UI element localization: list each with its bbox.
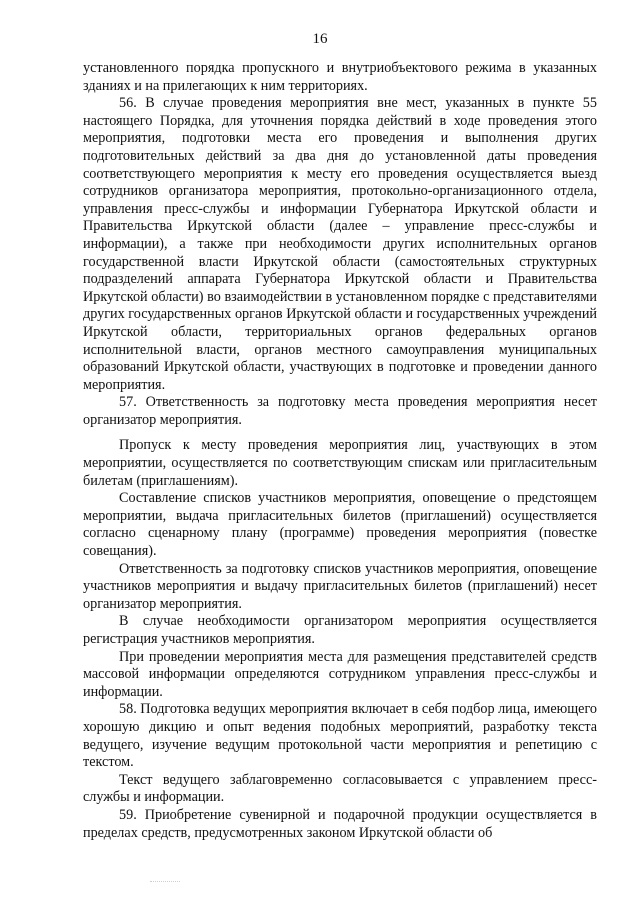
paragraph-59: 59. Приобретение сувенирной и подарочной продукции осуществляется в пределах средств, предусмотренных законом Иркутской области об <box>83 806 597 841</box>
paragraph-57: 57. Ответственность за подготовку места проведения мероприятия несет организатор мероприятия. <box>83 394 597 428</box>
paragraph-participant-lists: Составление списков участников мероприятия, оповещение о предстоящем мероприятии, выдача пригласительных билетов (приглашений) осуществляется согласно сценарному плану (программе) проведения мероприятия (повестке совещания). <box>83 490 597 560</box>
paragraph-58: 58. Подготовка ведущих мероприятия включает в себя подбор лица, имеющего хорошую дикцию и опыт ведения подобных мероприятий, разработку текста ведущего, изучение ведущим протокольной части мероприятия и репетицию с текстом. <box>83 701 597 771</box>
paragraph-host-text: Текст ведущего заблаговременно согласовывается с управлением пресс-службы и информации. <box>83 771 597 806</box>
paragraph-pass-access: Пропуск к месту проведения мероприятия лиц, участвующих в этом мероприятии, осуществляется по соответствующим спискам или пригласительным билетам (приглашениям). <box>83 437 597 489</box>
paragraph-registration: В случае необходимости организатором мероприятия осуществляется регистрация участников мероприятия. <box>83 613 597 647</box>
paragraph-media-places: При проведении мероприятия места для размещения представителей средств массовой информации определяются сотрудником управления пресс-службы и информации. <box>83 648 597 700</box>
paragraph-continuation: установленного порядка пропускного и внутриобъектового режима в указанных зданиях и на прилегающих к ним территориях. <box>83 60 597 94</box>
page-number: 16 <box>312 31 328 47</box>
document-body <box>83 60 597 842</box>
scan-artifact <box>150 881 180 886</box>
paragraph-lists-responsibility: Ответственность за подготовку списков участников мероприятия, оповещение участников мероприятия и выдачу пригласительных билетов (приглашений) несет организатор мероприятия. <box>83 560 597 612</box>
paragraph-56: 56. В случае проведения мероприятия вне мест, указанных в пункте 55 настоящего Порядка, для уточнения порядка действий в ходе проведения этого мероприятия, подготовки места его проведения и выполнения других подготовительных действий за два дня до установленной даты проведения соответствующего мероприятия к месту его проведения осуществляется выезд сотрудников организатора мероприятия, протокольно-организационного отдела, управления пресс-службы и информации Губернатора Иркутской области и Правительства Иркутской области (далее – управление пресс-службы и информации), а также при необходимости других исполнительных органов государственной власти Иркутской области (самостоятельных структурных подразделений аппарата Губернатора Иркутской области и Правительства Иркутской области) во взаимодействии в установленном порядке с представителями других государственных органов Иркутской области и государственных учреждений Иркутской области, территориальных органов федеральных органов исполнительной власти, органов местного самоуправления муниципальных образований Иркутской области, участвующих в подготовке и проведении данного мероприятия. <box>83 95 597 393</box>
